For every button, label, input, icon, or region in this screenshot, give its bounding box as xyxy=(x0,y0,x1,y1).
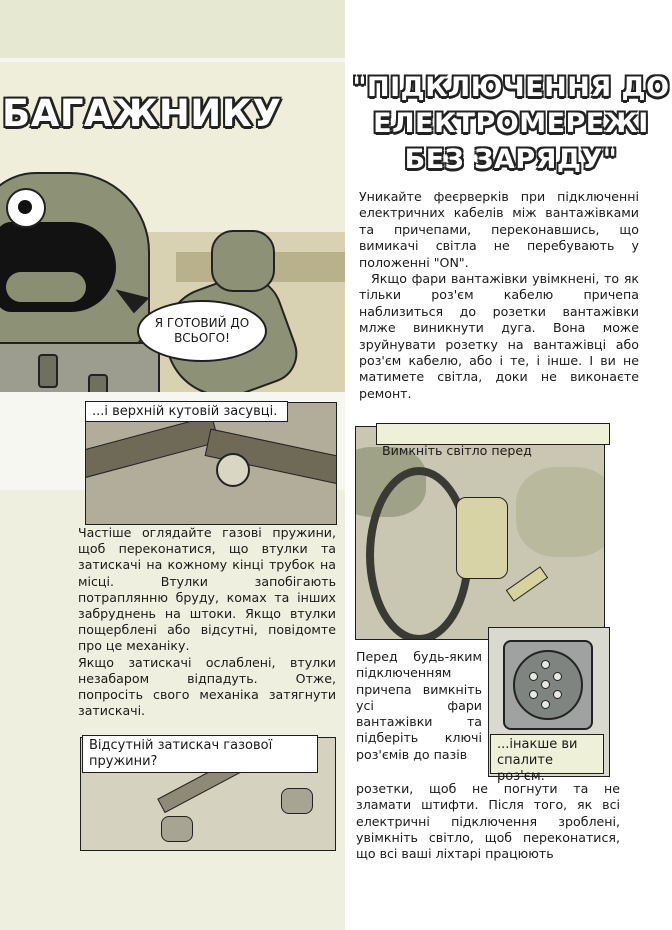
pin-icon xyxy=(529,672,538,681)
pin-icon xyxy=(553,690,562,699)
pin-icon xyxy=(529,690,538,699)
right-title-line: БЕЗ ЗАРЯДУ" xyxy=(404,144,618,175)
character-pupil-illustration xyxy=(18,200,32,214)
gas-springs-text xyxy=(78,525,336,719)
pin-icon xyxy=(553,672,562,681)
caption-missing-clamp: Відсутній затискач газової пружини? xyxy=(82,735,318,773)
pin-icon xyxy=(541,680,550,689)
pin-icon xyxy=(541,700,550,709)
paragraph: Якщо фари вантажівки увімкнені, то як тільки роз'єм кабелю причепа наблизиться до розетки вантажівки млже виникнути дуга. Вона може зруйнувати розетку на вантажівці або роз'єм кабелю, або і те, і інше. І ви не матимете світла, доки не виконаєте ремонт. xyxy=(359,271,639,401)
machine-illustration xyxy=(0,342,160,392)
vent-icon xyxy=(88,374,108,392)
caption-strip-top xyxy=(376,423,610,445)
plug-illustration xyxy=(456,497,508,579)
paragraph: Якщо затискачі ослаблені, втулки незабаром відпадуть. Отже, попросіть свого механіка затягнути затискачі. xyxy=(78,654,336,719)
caption-burn-connector: ...інакше ви спалите роз'єм. xyxy=(490,734,604,774)
fist-illustration xyxy=(211,230,275,292)
right-title-line: "ПІДКЛЮЧЕННЯ ДО xyxy=(352,72,670,103)
right-title-line: ЕЛЕКТРОМЕРЕЖІ xyxy=(373,108,649,139)
left-title: БАГАЖНИКУ xyxy=(2,92,282,135)
pin-icon xyxy=(541,660,550,669)
latch-icon xyxy=(216,453,250,487)
speech-bubble: Я ГОТОВИЙ ДО ВСЬОГО! xyxy=(137,300,267,362)
beam-illustration xyxy=(85,415,219,479)
after-connection-text: розетки, щоб не погнути та не зламати штифти. Після того, як всі електричні підключення зроблені, увімкніть світло, щоб переконатися, що всі ваші ліхтарі працюють xyxy=(356,781,620,862)
right-title xyxy=(352,70,670,178)
left-bg-top xyxy=(0,0,345,58)
caption-corner-latch: ...і верхній кутовій засувці. xyxy=(85,401,288,422)
clamp-icon xyxy=(161,816,193,842)
overlay-text: Вимкніть світло перед xyxy=(382,443,532,458)
paragraph: Частіше оглядайте газові пружини, щоб переконатися, що втулки та затискачі на кожному кінці трубок на місці. Втулки запобігають потраплянню бруду, комах та інших забруднень на штоки. Якщо втулки пощерблені або відсутні, повідомте про це механіку. xyxy=(78,525,336,654)
warning-text xyxy=(359,189,639,402)
vent-icon xyxy=(38,354,58,388)
arrow-icon xyxy=(506,566,548,602)
before-connection-text: Перед будь-яким підключенням причепа вимкніть усі фари вантажівки та підберіть ключі роз'ємів до пазів xyxy=(356,649,482,762)
paragraph: Уникайте феєрверків при підключенні електричних кабелів між вантажівками та причепами, переконавшись, що вимикачі світла не перебувають у положенні "ON". xyxy=(359,189,639,270)
character-tongue-illustration xyxy=(6,272,86,302)
clamp-icon xyxy=(281,788,313,814)
camo-pattern xyxy=(516,467,605,557)
